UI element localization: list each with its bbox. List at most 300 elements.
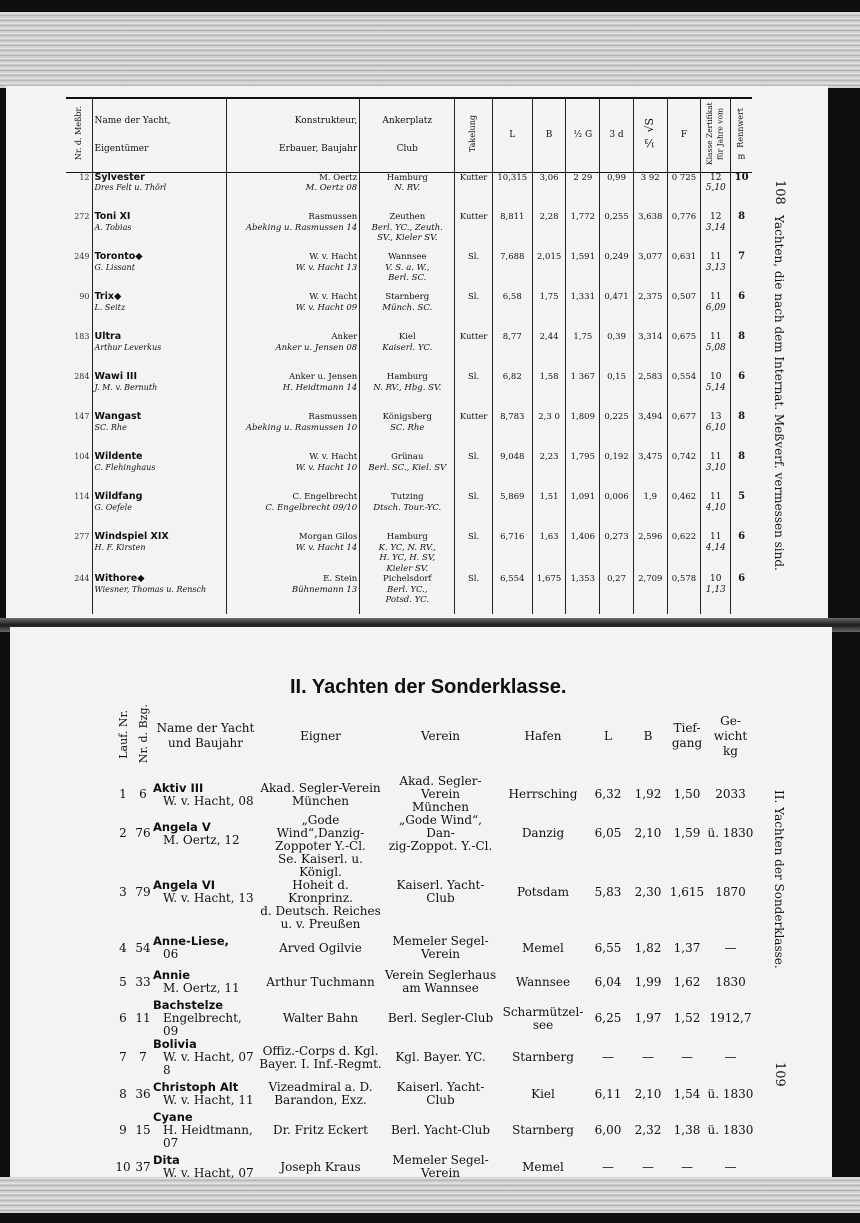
anchorage-line: Kieler SV. (386, 563, 429, 574)
col-bzg-nr: Nr. d. Bzg. (136, 704, 150, 764)
cell-s: 3,494 (633, 412, 667, 452)
cell-F: 0,675 (667, 332, 701, 372)
owner-line: Hoheit d. Kronprinz. (288, 878, 353, 905)
lauf-nr: 8 (119, 1086, 127, 1101)
table-row (66, 172, 752, 212)
club-line: Verein (420, 947, 461, 961)
table-row (66, 292, 752, 332)
cell-F: 0,622 (667, 532, 701, 574)
class-value: 12 (710, 172, 722, 183)
cell-G: 1,795 (566, 452, 600, 492)
cell-T: 1,52 (673, 1011, 701, 1025)
yacht-cell (153, 1038, 258, 1077)
yacht-cell (153, 775, 258, 814)
cell-G: ü. 1830 (707, 826, 754, 840)
row-nr: 272 (74, 212, 90, 221)
cell-F: 0,554 (667, 372, 701, 412)
cell-tak: Kutter (455, 332, 492, 372)
owner-line: Walter Bahn (282, 1011, 359, 1025)
table-row (66, 332, 752, 372)
cell-F: 0,742 (667, 452, 701, 492)
rennwert-value: 7 (731, 252, 752, 292)
class-value: 10 (710, 372, 722, 382)
club-line: Verein Seglerhaus (384, 968, 497, 982)
anchorage-line: SV., Kieler SV. (377, 233, 438, 243)
cell-s: 2,583 (633, 372, 667, 412)
row-nr: 147 (74, 412, 90, 421)
class-value: 11 (710, 452, 722, 462)
owner-line: Se. Kaiserl. u. Königl. (278, 852, 363, 879)
anchorage-cell (360, 492, 455, 532)
cell-L: 8,77 (492, 332, 532, 372)
owner-name: L. Seitz (94, 302, 126, 312)
owner-line: Zoppoter Y.-Cl. (275, 839, 366, 853)
builder-cell (226, 292, 360, 332)
cell-T: 1,54 (673, 1086, 701, 1101)
owner-name: J. M. v. Bernuth (94, 382, 158, 392)
owner-name: Dres Felt u. Thörl (94, 183, 167, 192)
bzg-nr: 36 (135, 1086, 151, 1101)
cell-B: 2,44 (532, 332, 566, 372)
class-cell (701, 574, 731, 614)
yacht-cell (153, 1150, 258, 1184)
cell-d: 0,225 (600, 412, 634, 452)
cell-F: 0 725 (667, 172, 701, 212)
class-cell (701, 292, 731, 332)
col-yacht-name: Name der Yacht und Baujahr (156, 721, 255, 750)
owner-cell (258, 1111, 383, 1150)
club-line: Verein (420, 1166, 461, 1180)
club-line: Berl. Segler-Club (387, 1011, 494, 1025)
cell-G: 1,406 (566, 532, 600, 574)
col-rennwert: Rennwert m (731, 98, 752, 172)
cell-B: — (642, 1050, 654, 1064)
class-value: 11 (710, 292, 722, 302)
club-cell (383, 999, 498, 1038)
yacht-name: Toronto◆ (94, 251, 143, 262)
anchorage-line: H. YC, H. SV, (379, 553, 436, 563)
bzg-nr: 33 (135, 974, 151, 989)
table-row (113, 999, 755, 1038)
harbor: Potsdam (516, 884, 569, 899)
yacht-name: Wawi III (94, 371, 137, 382)
international-yachts-table (66, 97, 752, 614)
builder-cell (226, 372, 360, 412)
yacht-name: Trix◆ (94, 291, 122, 302)
club-line: zig-Zoppot. Y.-Cl. (388, 839, 493, 853)
cell-F: 0,507 (667, 292, 701, 332)
build-info: W. v. Hacht, 07 (163, 1166, 254, 1180)
anchorage-cell (360, 292, 455, 332)
anchorage-line: Berl. SC. (388, 273, 427, 283)
cell-d: 0,273 (600, 532, 634, 574)
class-cell (701, 172, 731, 212)
anchorage-cell (360, 452, 455, 492)
certificate-years: 6,09 (705, 302, 726, 313)
owner-cell (258, 775, 383, 814)
yacht-cell (92, 372, 226, 412)
cell-L: 10,315 (492, 172, 532, 212)
col-halfG: ½ G (566, 98, 600, 172)
owner-name: G. Lissant (94, 262, 135, 272)
table-row (66, 252, 752, 292)
yacht-name: Aktiv III (153, 780, 204, 795)
class-value: 11 (710, 492, 722, 502)
cell-T: 1,37 (673, 940, 701, 955)
club-line: Berl. Yacht-Club (390, 1123, 491, 1137)
owner-cell (258, 1038, 383, 1077)
cell-B: — (642, 1159, 654, 1174)
yacht-cell (92, 492, 226, 532)
harbor: Starnberg (512, 1123, 574, 1137)
cell-B: 1,58 (532, 372, 566, 412)
owner-line: Bayer. I. Inf.-Regmt. (259, 1056, 382, 1071)
cell-T: 1,38 (673, 1123, 701, 1137)
designer: E. Stein (323, 574, 358, 584)
cell-B: 2,10 (634, 826, 662, 840)
col-nr: Nr. d. Meßbr. (66, 98, 92, 172)
cell-G: 1,591 (566, 252, 600, 292)
rennwert-value: 6 (731, 532, 752, 574)
yacht-cell (92, 292, 226, 332)
club-line: am Wannsee (402, 981, 479, 995)
col-hafen: Hafen (524, 728, 562, 743)
yacht-name: Wangast (94, 411, 142, 422)
designer: Rasmussen (308, 412, 358, 422)
anchorage-line: Tutzing (390, 492, 424, 502)
page-edges-top (0, 12, 860, 88)
owner-line: Akad. Segler-Verein (260, 780, 381, 795)
rennwert-value: 8 (731, 452, 752, 492)
rennwert-value: 8 (731, 212, 752, 252)
certificate-years: 5,08 (705, 342, 726, 353)
build-info: Engelbrecht, 09 (163, 1011, 242, 1038)
certificate-years: 1,13 (705, 584, 726, 595)
table-row (113, 1077, 755, 1111)
class-cell (701, 332, 731, 372)
class-cell (701, 492, 731, 532)
builder-cell (226, 252, 360, 292)
anchorage-line: Berl. YC., Zeuth. (371, 222, 443, 233)
build-info: M. Oertz, 11 (163, 981, 240, 995)
bzg-nr: 6 (139, 787, 147, 801)
cell-B: 1,82 (634, 940, 662, 955)
yacht-name: Angela VI (153, 878, 216, 892)
table-row (66, 412, 752, 452)
rennwert-value: 5 (731, 492, 752, 532)
lower-page-number: 109 (772, 1062, 787, 1087)
cell-G: 1,353 (566, 574, 600, 614)
cell-tak: Sl. (455, 372, 492, 412)
certificate-years: 3,13 (705, 262, 726, 273)
table-row (66, 574, 752, 614)
harbor: Starnberg (512, 1050, 574, 1064)
builder: W. v. Hacht 13 (295, 262, 358, 273)
build-info: M. Oertz, 12 (163, 832, 240, 847)
anchorage-line: Hamburg (386, 532, 428, 542)
table-row (66, 372, 752, 412)
owner-cell (258, 1150, 383, 1184)
rennwert-value: 6 (731, 292, 752, 332)
bzg-nr: 37 (135, 1159, 151, 1174)
class-value: 11 (710, 332, 722, 342)
yacht-cell (153, 853, 258, 931)
cell-s: 2,375 (633, 292, 667, 332)
cell-d: 0,471 (600, 292, 634, 332)
designer: W. v. Hacht (309, 452, 358, 462)
owner-cell (258, 965, 383, 999)
cell-d: 0,27 (600, 574, 634, 614)
cell-L: 6,25 (594, 1011, 622, 1025)
yacht-name: Christoph Alt (153, 1080, 239, 1094)
cell-G: ü. 1830 (707, 1123, 754, 1137)
anchorage-line: V. S. a. W., (385, 262, 430, 273)
cell-B: 2,10 (634, 1086, 662, 1101)
cell-B: 1,99 (634, 974, 662, 989)
yacht-cell (92, 452, 226, 492)
yacht-cell (153, 1111, 258, 1150)
build-info: W. v. Hacht, 13 (163, 891, 254, 905)
cell-tak: Sl. (455, 532, 492, 574)
builder: W. v. Hacht 09 (295, 302, 358, 313)
anchorage-line: Dtsch. Tour.-YC. (373, 502, 442, 513)
cell-L: — (602, 1159, 614, 1174)
anchorage-line: Grünau (391, 452, 424, 462)
anchorage-line: K. YC, N. RV., (378, 542, 436, 553)
owner-line: u. v. Preußen (280, 917, 361, 931)
yacht-cell (92, 574, 226, 614)
designer: W. v. Hacht (309, 292, 358, 302)
col-sqrtS: ⅓ √S (633, 98, 667, 172)
cell-G: — (724, 1050, 737, 1064)
build-info: H. Heidtmann, 07 (163, 1123, 253, 1150)
cell-L: 8,783 (492, 412, 532, 452)
owner-cell (258, 853, 383, 931)
builder-cell (226, 532, 360, 574)
rennwert-value: 6 (731, 574, 752, 614)
club-cell (383, 965, 498, 999)
rennwert-value: 6 (731, 372, 752, 412)
owner-name: SC. Rhe (94, 422, 127, 432)
table-row (66, 492, 752, 532)
anchorage-line: Kiel (398, 332, 416, 342)
club-line: Kaiserl. Yacht-Club (396, 1080, 485, 1107)
club-cell (383, 814, 498, 853)
designer: C. Engelbrecht (292, 492, 358, 502)
builder: Anker u. Jensen 08 (275, 342, 358, 353)
col-eigner: Eigner (300, 728, 341, 743)
col-gewicht: Ge-wicht kg (713, 713, 748, 758)
col-B: B (532, 98, 566, 172)
cell-s: 2,596 (633, 532, 667, 574)
harbor: Kiel (531, 1086, 555, 1101)
table-row (113, 1111, 755, 1150)
cell-L: 6,00 (594, 1123, 622, 1137)
club-line: Kgl. Bayer. YC. (395, 1050, 486, 1064)
cell-L: 5,83 (594, 884, 622, 899)
table-row (113, 1038, 755, 1077)
cell-L: 6,716 (492, 532, 532, 574)
yacht-cell (92, 172, 226, 212)
builder: Abeking u. Rasmussen 10 (245, 422, 358, 433)
owner-cell (258, 1077, 383, 1111)
cell-B: 1,63 (532, 532, 566, 574)
class-value: 12 (710, 212, 722, 222)
lower-side-title: II. Yachten der Sonderklasse. (772, 790, 786, 969)
class-cell (701, 532, 731, 574)
cell-G: 1,091 (566, 492, 600, 532)
certificate-years: 5,14 (705, 382, 726, 393)
cell-L: 9,048 (492, 452, 532, 492)
cell-F: 0,677 (667, 412, 701, 452)
cell-G: 1830 (715, 974, 746, 989)
class-value: 10 (710, 574, 722, 584)
cell-G: — (724, 1159, 737, 1174)
row-nr: 183 (74, 332, 90, 341)
anchorage-cell (360, 532, 455, 574)
designer: Morgan Gilos (298, 532, 358, 542)
cell-T: 1,615 (669, 884, 705, 899)
lauf-nr: 6 (119, 1011, 127, 1025)
row-nr: 277 (74, 532, 90, 541)
cell-d: 0,006 (600, 492, 634, 532)
row-nr: 12 (79, 172, 90, 182)
designer: M. Oertz (319, 172, 358, 183)
col-L2: L (604, 728, 612, 743)
cell-s: 3,475 (633, 452, 667, 492)
club-cell (383, 775, 498, 814)
owner-name: H. F. Kirsten (94, 542, 146, 552)
cell-T: — (681, 1159, 693, 1174)
owner-name: C. Flehinghaus (94, 462, 156, 472)
cell-T: — (681, 1050, 693, 1064)
upper-side-title: Yachten, die nach dem Internat. Meßverf. vermessen sind. (772, 215, 786, 571)
harbor: Herrsching (508, 787, 578, 801)
rennwert-value: 8 (731, 412, 752, 452)
harbor: Wannsee (515, 974, 571, 989)
col-ankerplatz: Ankerplatz Club (360, 98, 455, 172)
yacht-name: Dita (153, 1153, 180, 1167)
owner-name: G. Oefele (94, 502, 132, 512)
cell-L: 6,04 (594, 974, 622, 989)
cell-d: 0,255 (600, 212, 634, 252)
col-klasse: Klasse Zertifikat für Jahre vom (701, 98, 731, 172)
club-line: Memeler Segel- (392, 934, 489, 948)
anchorage-line: Kaiserl. YC. (382, 342, 433, 353)
builder: W. v. Hacht 14 (295, 542, 358, 553)
builder-cell (226, 574, 360, 614)
yacht-cell (153, 931, 258, 965)
table-row (66, 532, 752, 574)
col-name: Name der Yacht, Eigentümer (92, 98, 226, 172)
owner-line: d. Deutsch. Reiches (260, 904, 381, 918)
owner-cell (258, 931, 383, 965)
col-verein: Verein (420, 728, 461, 743)
yacht-cell (92, 212, 226, 252)
yacht-cell (92, 412, 226, 452)
bzg-nr: 11 (135, 1011, 151, 1025)
lauf-nr: 3 (119, 884, 127, 899)
designer: Rasmussen (308, 212, 358, 222)
club-cell (383, 1150, 498, 1184)
anchorage-cell (360, 172, 455, 212)
anchorage-cell (360, 372, 455, 412)
club-line: Kaiserl. Yacht-Club (396, 878, 485, 905)
table-row (113, 931, 755, 965)
cell-d: 0,15 (600, 372, 634, 412)
club-cell (383, 1111, 498, 1150)
anchorage-cell (360, 212, 455, 252)
harbor: Memel (522, 940, 564, 955)
yacht-name: Wildfang (94, 491, 143, 502)
anchorage-cell (360, 252, 455, 292)
build-info: W. v. Hacht, 11 (163, 1093, 254, 1107)
anchorage-line: Potsd. YC. (385, 595, 430, 605)
rennwert-value: 10 (731, 172, 752, 212)
cell-B: 1,675 (532, 574, 566, 614)
bzg-nr: 7 (139, 1050, 147, 1064)
yacht-cell (92, 532, 226, 574)
yacht-name: Annie (153, 968, 191, 982)
cell-G: 1870 (715, 884, 746, 899)
cell-B: 3,06 (532, 172, 566, 212)
build-info: W. v. Hacht, 08 (163, 793, 254, 808)
yacht-name: Wildente (94, 451, 143, 462)
yacht-cell (92, 252, 226, 292)
col-takelung: Takelung (455, 98, 492, 172)
cell-tak: Sl. (455, 452, 492, 492)
row-nr: 244 (74, 574, 90, 583)
cell-s: 3,077 (633, 252, 667, 292)
anchorage-cell (360, 332, 455, 372)
yacht-name: Cyane (153, 1110, 193, 1124)
table-row (113, 1150, 755, 1184)
col-tiefgang: Tief-gang (671, 721, 703, 750)
cell-s: 3 92 (633, 172, 667, 212)
cell-L: 6,11 (594, 1086, 622, 1101)
cell-F: 0,631 (667, 252, 701, 292)
row-nr: 284 (74, 372, 90, 381)
table-row (113, 965, 755, 999)
class-value: 13 (710, 412, 722, 422)
lauf-nr: 1 (119, 787, 127, 801)
row-nr: 249 (74, 252, 90, 261)
cell-L: 6,82 (492, 372, 532, 412)
cell-d: 0,192 (600, 452, 634, 492)
cell-B: 2,23 (532, 452, 566, 492)
anchorage-cell (360, 412, 455, 452)
cell-d: 0,39 (600, 332, 634, 372)
class-cell (701, 252, 731, 292)
col-F: F (667, 98, 701, 172)
cell-F: 0,462 (667, 492, 701, 532)
cell-B: 1,97 (634, 1011, 662, 1025)
cell-L: — (602, 1050, 614, 1064)
club-line: Memeler Segel- (392, 1153, 489, 1167)
builder: H. Heidtmann 14 (282, 382, 358, 393)
cell-L: 7,688 (492, 252, 532, 292)
col-lauf-nr: Lauf. Nr. (116, 709, 130, 759)
anchorage-line: SC. Rhe (390, 422, 425, 433)
cell-G: 2033 (715, 787, 746, 801)
anchorage-line: Hamburg (386, 172, 428, 183)
cell-F: 0,776 (667, 212, 701, 252)
cell-L: 6,05 (594, 826, 622, 840)
owner-line: Arved Ogilvie (279, 940, 362, 955)
club-cell (383, 1077, 498, 1111)
cell-tak: Kutter (455, 172, 492, 212)
cell-L: 6,554 (492, 574, 532, 614)
